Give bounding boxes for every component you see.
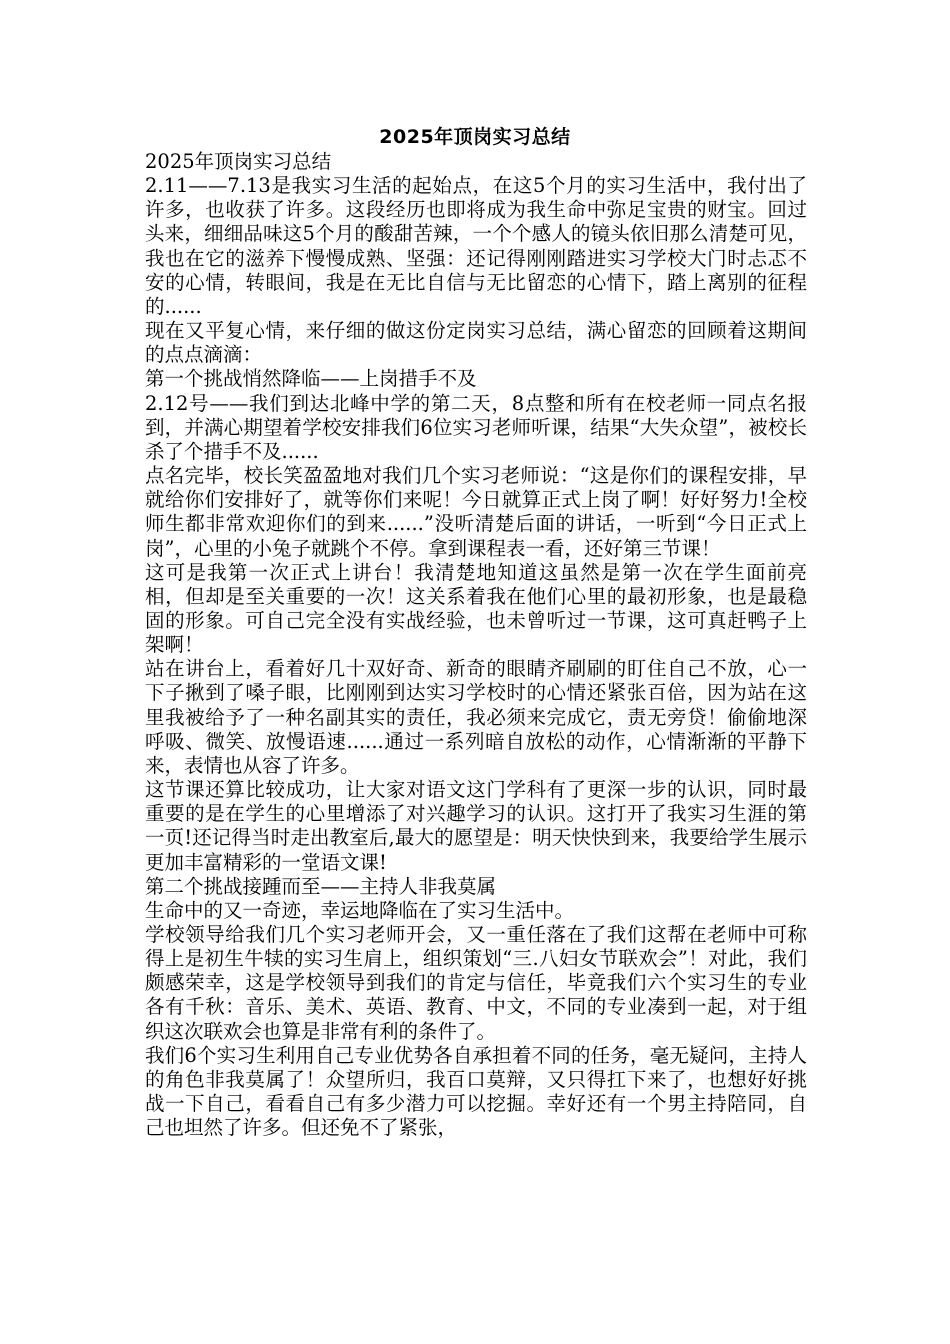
paragraph: 这节课还算比较成功，让大家对语文这门学科有了更深一步的认识，同时最重要的是在学生的心里增添了对兴趣学习的认识。这打开了我实习生涯的第一页!还记得当时走出教室后,最大的愿望是：明天快快到来，我要给学生展示更加丰富精彩的一堂语文课! xyxy=(145,778,807,874)
section-heading: 第二个挑战接踵而至——主持人非我莫属 xyxy=(145,874,497,898)
paragraph: 站在讲台上，看着好几十双好奇、新奇的眼睛齐刷刷的盯住自己不放，心一下子揪到了嗓子眼，比刚刚到达实习学校时的心情还紧张百倍，因为站在这里我被给予了一种名副其实的责任，我必须来完成它，责无旁贷！偷偷地深呼吸、微笑、放慢语速......通过一系列暗自放松的动作，心情渐渐的平静下来，表情也从容了许多。 xyxy=(145,657,807,777)
paragraph-subtitle: 2025年顶岗实习总结 xyxy=(145,150,332,173)
paragraph: 学校领导给我们几个实习老师开会，又一重任落在了我们这帮在老师中可称得上是初生牛犊的实习生肩上，组织策划“三.八妇女节联欢会”！对此，我们颇感荣幸，这是学校领导到我们的肯定与信任，毕竟我们六个实习生的专业各有千秋：音乐、美术、英语、教育、中文，不同的专业凑到一起，对于组织这次联欢会也算是非常有利的条件了。 xyxy=(145,923,807,1043)
paragraph: 生命中的又一奇迹，幸运地降临在了实习生活中。 xyxy=(145,898,575,922)
paragraph: 2.12号——我们到达北峰中学的第二天，8点整和所有在校老师一同点名报到，并满心期望着学校安排我们6位实习老师听课，结果“大失众望”，被校长杀了个措手不及...... xyxy=(145,391,807,463)
document-body xyxy=(145,150,807,1140)
paragraph: 点名完毕，校长笑盈盈地对我们几个实习老师说：“这是你们的课程安排，早就给你们安排好了，就等你们来呢！今日就算正式上岗了啊！好好努力!全校师生都非常欢迎你们的到来......”没听清楚后面的讲话，一听到“今日正式上岗”，心里的小兔子就跳个不停。拿到课程表一看，还好第三节课！ xyxy=(145,464,807,560)
section-heading: 第一个挑战悄然降临——上岗措手不及 xyxy=(145,367,477,391)
document-title: 2025年顶岗实习总结 xyxy=(379,126,571,148)
paragraph: 现在又平复心情，来仔细的做这份定岗实习总结，满心留恋的回顾着这期间的点点滴滴： xyxy=(145,319,807,367)
paragraph: 我们6个实习生利用自己专业优势各自承担着不同的任务，毫无疑问，主持人的角色非我莫属了！众望所归，我百口莫辩，又只得扛下来了，也想好好挑战一下自己，看看自己有多少潜力可以挖掘。幸好还有一个男主持陪同，自己也坦然了许多。但还免不了紧张， xyxy=(145,1043,807,1140)
paragraph: 这可是我第一次正式上讲台！我清楚地知道这虽然是第一次在学生面前亮相，但却是至关重要的一次！这关系着我在他们心里的最初形象，也是最稳固的形象。可自己完全没有实战经验，也未曾听过一节课，这可真赶鸭子上架啊！ xyxy=(145,560,807,657)
paragraph: 2.11——7.13是我实习生活的起始点，在这5个月的实习生活中，我付出了许多，也收获了许多。这段经历也即将成为我生命中弥足宝贵的财宝。回过头来，细细品味这5个月的酸甜苦辣，一个个感人的镜头依旧那么清楚可见，我也在它的滋养下慢慢成熟、坚强：还记得刚刚踏进实习学校大门时忐忑不安的心情，转眼间，我是在无比自信与无比留恋的心情下，踏上离别的征程的...... xyxy=(145,174,807,318)
